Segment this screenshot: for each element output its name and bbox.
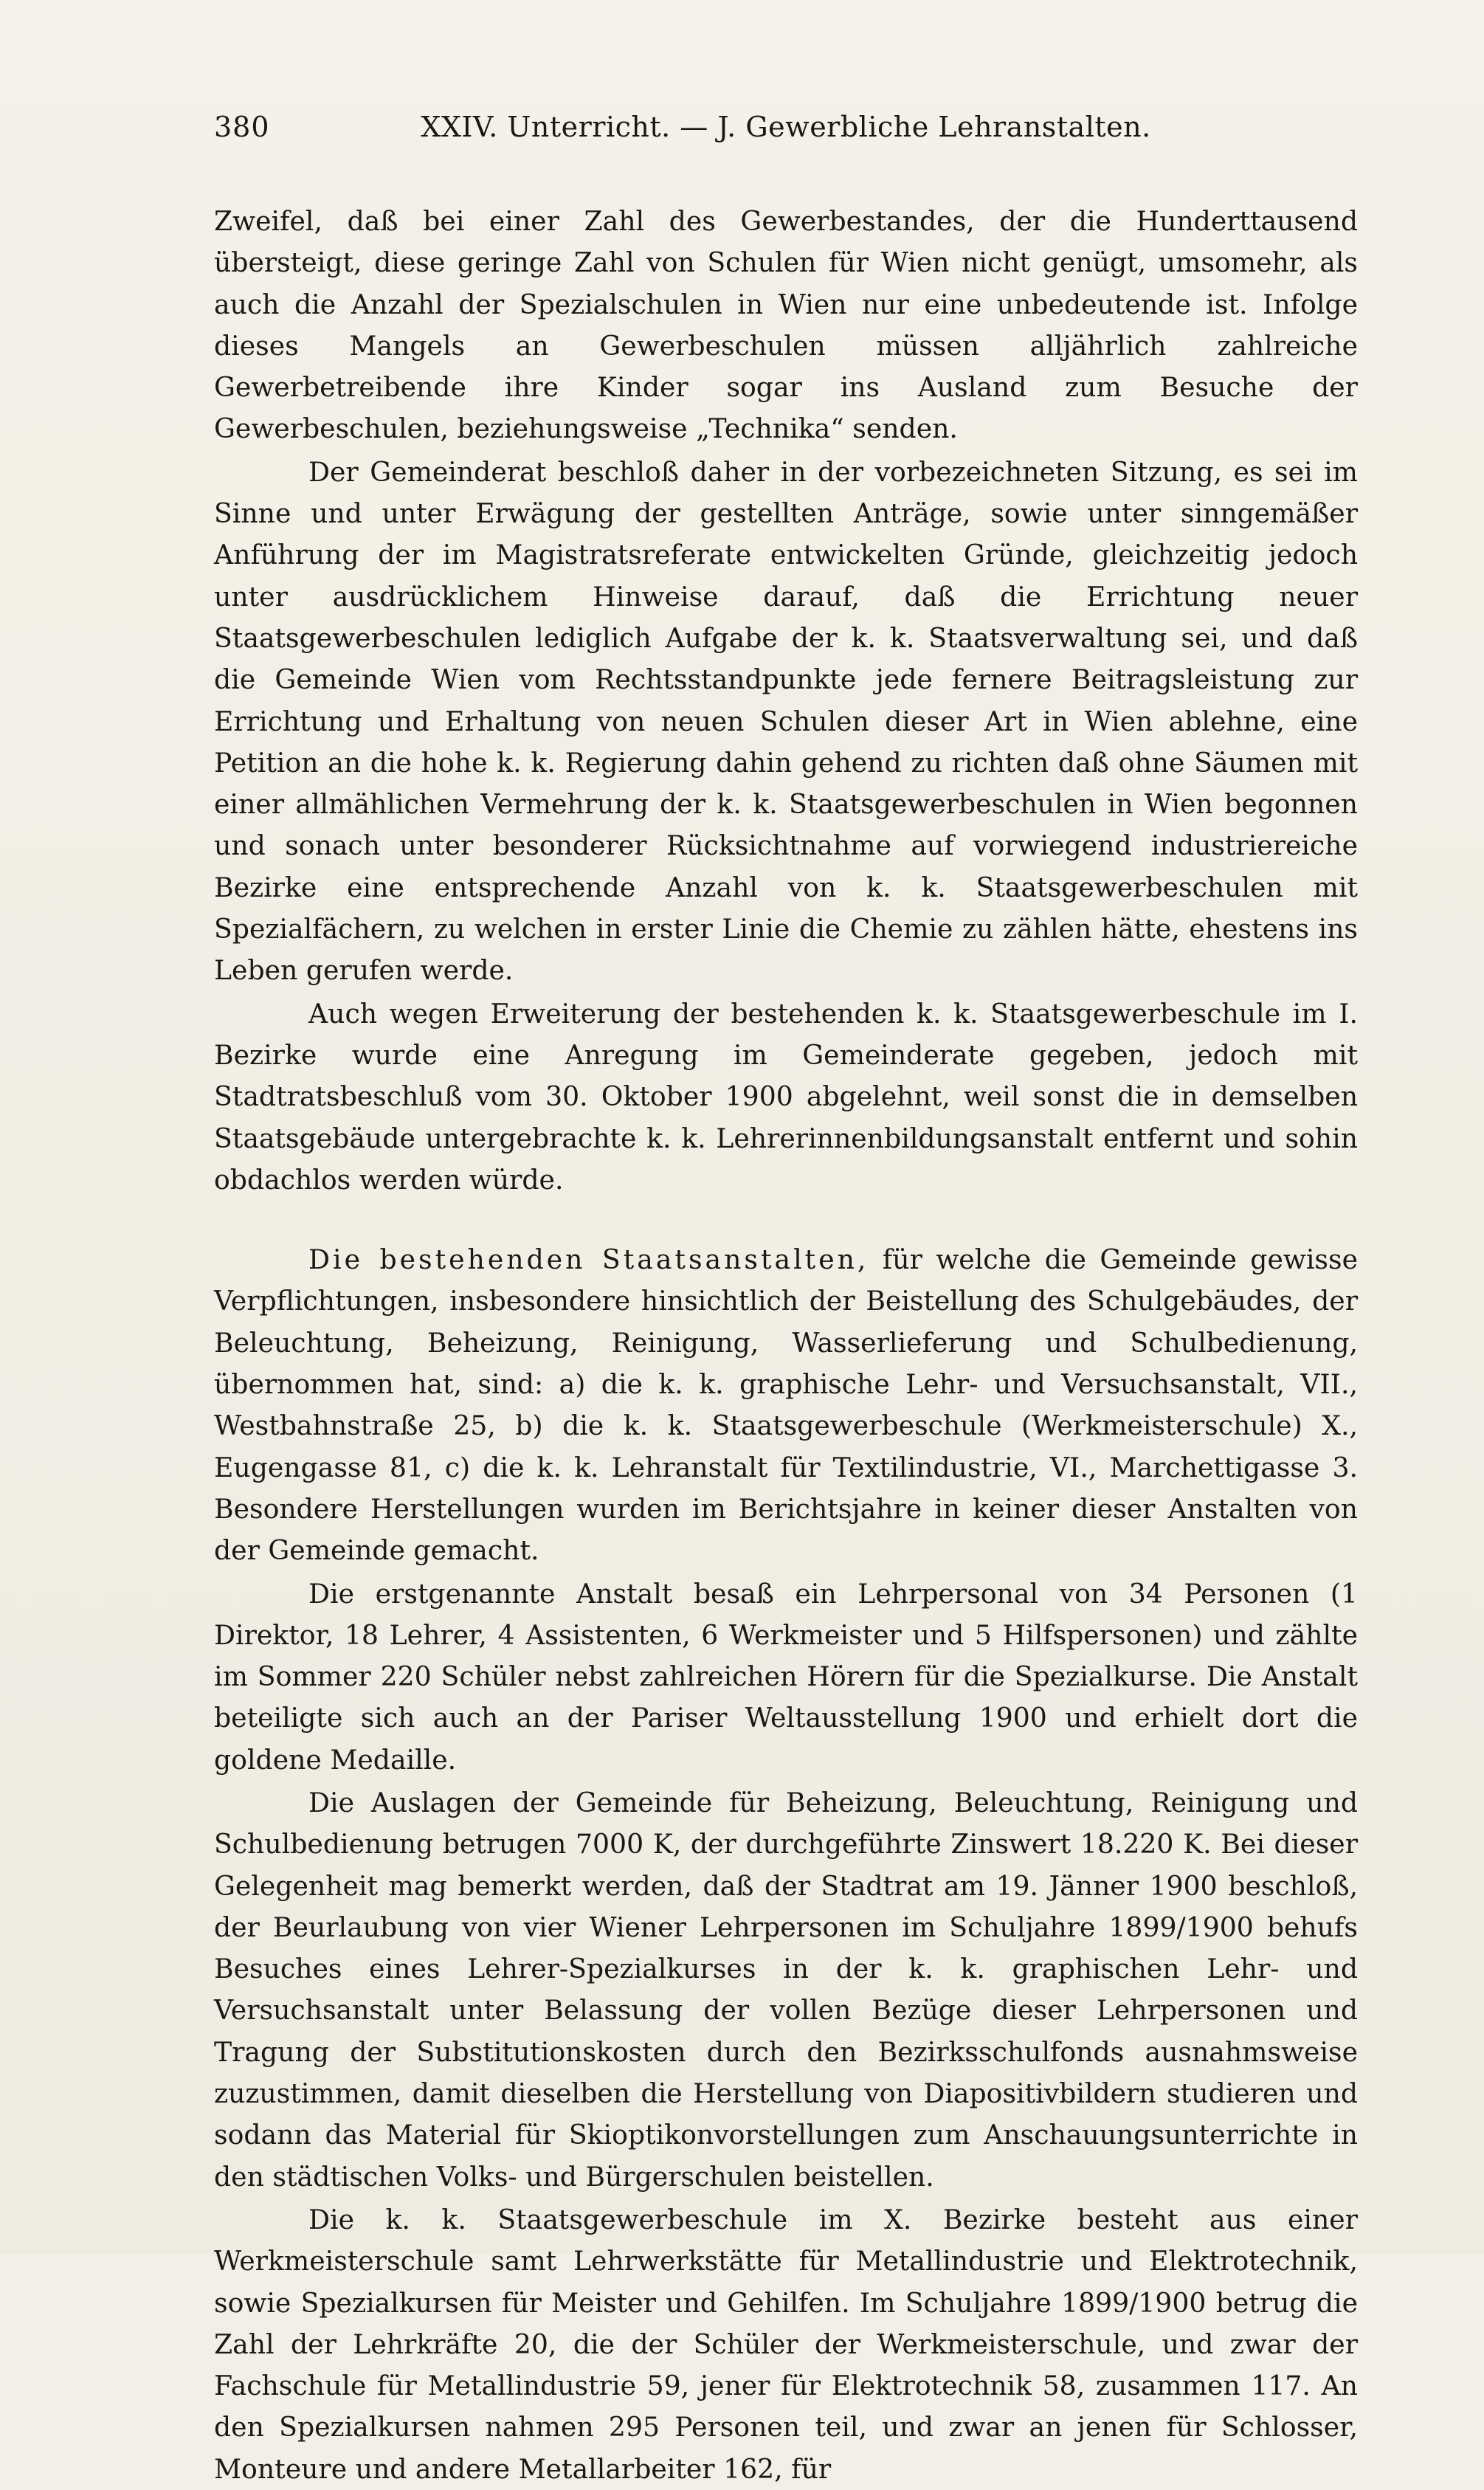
running-title: XXIV. Unterricht. — J. Gewerbliche Lehranstalten.: [421, 111, 1151, 143]
paragraph: Der Gemeinderat beschloß daher in der vorbezeichneten Sitzung, es sei im Sinne und unter Erwägung der gestellten Anträge, sowie unter sinngemäßer Anführung der im Magistratsreferate entwickelten Gründe, gleichzeitig jedoch unter ausdrücklichem Hinweise darauf, daß die Errichtung neuer Staatsgewerbeschulen lediglich Aufgabe der k. k. Staatsverwaltung sei, und daß die Gemeinde Wien vom Rechtsstandpunkte jede fernere Beitragsleistung zur Errichtung und Erhaltung von neuen Schulen dieser Art in Wien ablehne, eine Petition an die hohe k. k. Regierung dahin gehend zu richten daß ohne Säumen mit einer allmählichen Vermehrung der k. k. Staatsgewerbeschulen in Wien begonnen und sonach unter besonderer Rücksichtnahme auf vorwiegend industriereiche Bezirke eine entsprechende Anzahl von k. k. Staatsgewerbeschulen mit Spezialfächern, zu welchen in erster Linie die Chemie zu zählen hätte, ehestens ins Leben gerufen werde.: [214, 455, 1358, 987]
paragraph: Die Auslagen der Gemeinde für Beheizung, Beleuchtung, Reinigung und Schulbedienung betrugen 7000 K, der durchgeführte Zinswert 18.220 K. Bei dieser Gelegenheit mag bemerkt werden, daß der Stadtrat am 19. Jänner 1900 beschloß, der Beurlaubung von vier Wiener Lehrpersonen im Schuljahre 1899/1900 behufs Besuches eines Lehrer-Spezialkurses in der k. k. graphischen Lehr- und Versuchsanstalt unter Belassung der vollen Bezüge dieser Lehrpersonen und Tragung der Substitutionskosten durch den Bezirksschulfonds ausnahmsweise zuzustimmen, damit dieselben die Herstellung von Diapositivbildern studieren und sodann das Material für Skioptikonvorstellungen zum Anschauungsunterrichte in den städtischen Volks- und Bürgerschulen beistellen.: [214, 1786, 1358, 2193]
page-number: 380: [214, 111, 270, 143]
body-text: [214, 201, 1358, 2490]
paragraph: [214, 1239, 1358, 1571]
paragraph-continuation: Zweifel, daß bei einer Zahl des Gewerbestandes, der die Hunderttausend übersteigt, diese geringe Zahl von Schulen für Wien nicht genügt, umsomehr, als auch die Anzahl der Spezialschulen in Wien nur eine unbedeutende ist. Infolge dieses Mangels an Gewerbeschulen müssen alljährlich zahlreiche Gewerbetreibende ihre Kinder sogar ins Ausland zum Besuche der Gewerbeschulen, beziehungsweise „Technika“ senden.: [214, 205, 1358, 445]
page-header: [214, 111, 1358, 155]
paragraph: Auch wegen Erweiterung der bestehenden k. k. Staatsgewerbeschule im I. Bezirke wurde eine Anregung im Gemeinderate gegeben, jedoch mit Stadtratsbeschluß vom 30. Oktober 1900 abgelehnt, weil sonst die in demselben Staatsgebäude untergebrachte k. k. Lehrerinnenbildungsanstalt entfernt und sohin obdachlos werden würde.: [214, 997, 1358, 1196]
paragraph: Die erstgenannte Anstalt besaß ein Lehrpersonal von 34 Personen (1 Direktor, 18 Lehrer, 4 Assistenten, 6 Werkmeister und 5 Hilfspersonen) und zählte im Sommer 220 Schüler nebst zahlreichen Hörern für die Spezialkurse. Die Anstalt beteiligte sich auch an der Pariser Weltausstellung 1900 und erhielt dort die goldene Medaille.: [214, 1577, 1358, 1776]
paragraph-text: für welche die Gemeinde gewisse Verpflichtungen, insbesondere hinsichtlich der Beistellung des Schulgebäudes, der Beleuchtung, Beheizung, Reinigung, Wasserlieferung und Schulbedienung, übernommen hat, sind: a) die k. k. graphische Lehr- und Versuchsanstalt, VII., Westbahnstraße 25, b) die k. k. Staatsgewerbeschule (Werkmeisterschule) X., Eugengasse 81, c) die k. k. Lehranstalt für Textilindustrie, VI., Marchettigasse 3. Besondere Herstellungen wurden im Berichtsjahre in keiner dieser Anstalten von der Gemeinde gemacht.: [214, 1244, 1358, 1567]
spaced-heading-lead: Die bestehenden Staatsanstalten,: [308, 1244, 869, 1276]
paragraph: Die k. k. Staatsgewerbeschule im X. Bezirke besteht aus einer Werkmeisterschule samt Lehrwerkstätte für Metallindustrie und Elektrotechnik, sowie Spezialkursen für Meister und Gehilfen. Im Schuljahre 1899/1900 betrug die Zahl der Lehrkräfte 20, die der Schüler der Werkmeisterschule, und zwar der Fachschule für Metallindustrie 59, jener für Elektrotechnik 58, zusammen 117. An den Spezialkursen nahmen 295 Personen teil, und zwar an jenen für Schlosser, Monteure und andere Metallarbeiter 162, für: [214, 2203, 1358, 2485]
